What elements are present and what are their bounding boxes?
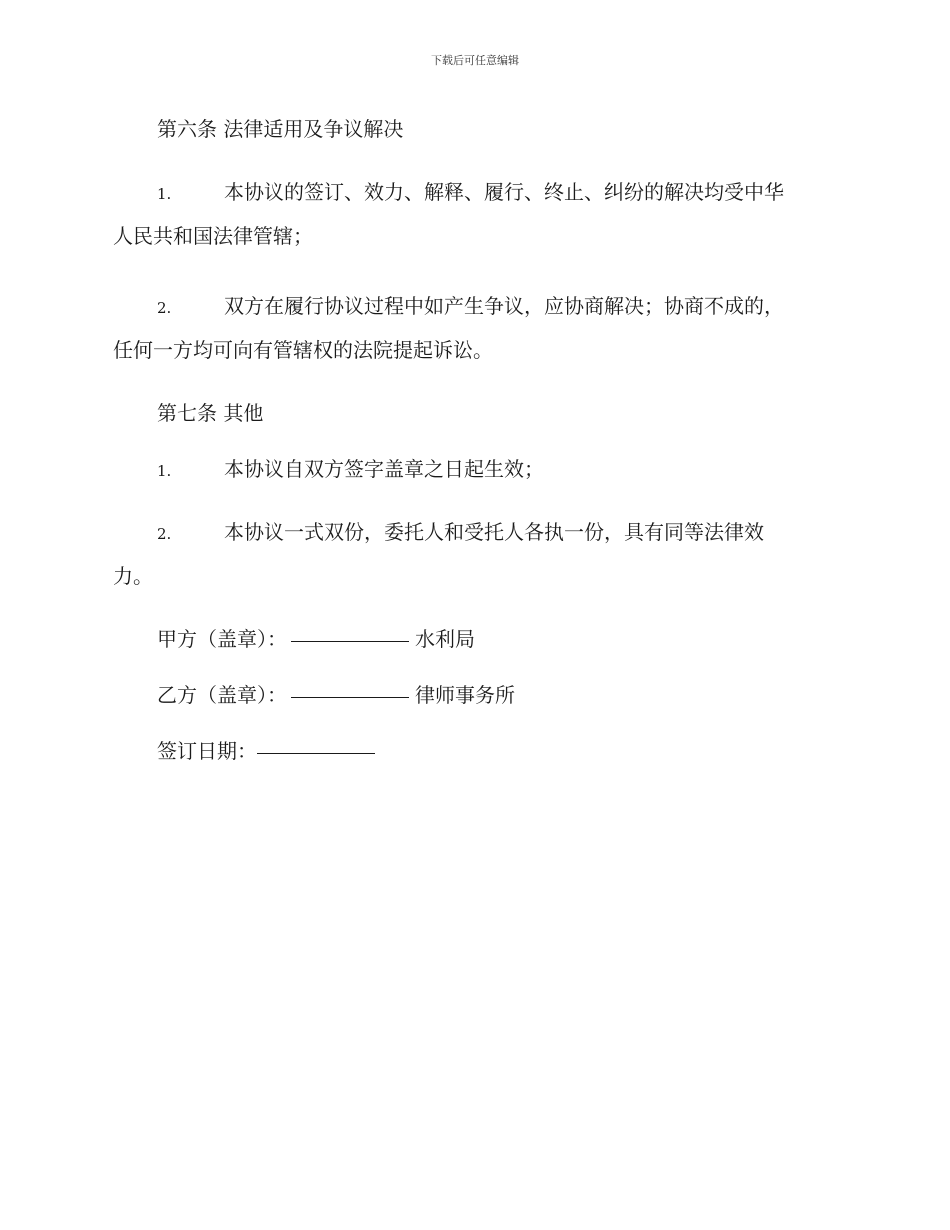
clause-number: 1.: [157, 462, 172, 480]
clause-text: 双方在履行协议过程中如产生争议，应协商解决；协商不成的，: [224, 294, 784, 318]
article-6-clause-1: [113, 170, 837, 258]
clause-text: 本协议的签订、效力、解释、履行、终止、纠纷的解决均受中华: [224, 180, 784, 204]
party-b-name: 律师事务所: [415, 683, 515, 707]
party-a-blank-line: [291, 625, 409, 642]
signing-date-blank-line: [257, 737, 375, 754]
clause-continuation: 人民共和国法律管辖；: [113, 224, 313, 248]
clause-first-line: [113, 454, 837, 484]
clause-first-line: [113, 170, 837, 214]
clause-number: 2.: [157, 299, 172, 317]
article-7-clause-1: [113, 454, 837, 484]
signing-date-line: [113, 736, 837, 766]
clause-first-line: [113, 284, 837, 328]
clause-text: 本协议自双方签字盖章之日起生效；: [224, 457, 544, 481]
article-7-title: 第七条 其他: [157, 401, 264, 425]
clause-first-line: [113, 510, 837, 554]
page-header: 下载后可任意编辑: [431, 54, 519, 67]
party-a-label: 甲方（盖章）：: [157, 627, 287, 651]
article-6-clause-2: [113, 284, 837, 372]
party-b-signature-line: [113, 680, 837, 710]
clause-number: 2.: [157, 525, 172, 543]
signing-date-label: 签订日期：: [157, 739, 257, 763]
clause-continuation: 任何一方均可向有管辖权的法院提起诉讼。: [113, 338, 493, 362]
party-a-name: 水利局: [415, 627, 475, 651]
party-b-label: 乙方（盖章）：: [157, 683, 287, 707]
article-7-clause-2: [113, 510, 837, 598]
clause-text: 本协议一式双份，委托人和受托人各执一份，具有同等法律效: [224, 520, 764, 544]
document-body: [113, 114, 837, 792]
clause-number: 1.: [157, 185, 172, 203]
clause-continuation: 力。: [113, 564, 153, 588]
party-b-blank-line: [291, 681, 409, 698]
party-a-signature-line: [113, 624, 837, 654]
article-6-title: 第六条 法律适用及争议解决: [157, 117, 404, 141]
